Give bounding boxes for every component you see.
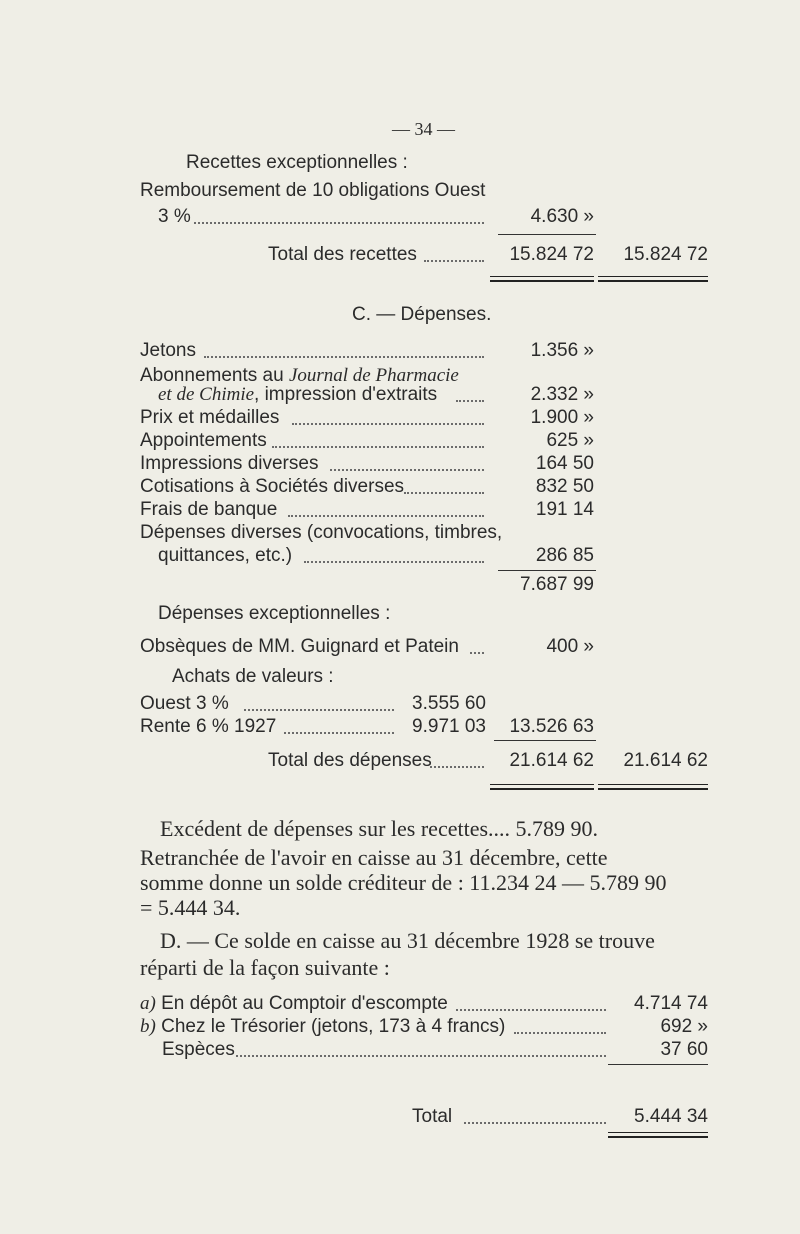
summary-line3: somme donne un solde créditeur de : 11.234 24 — 5.789 90	[140, 870, 667, 895]
expense-label-italic: et de Chimie	[158, 384, 255, 405]
leader-dots	[236, 1055, 606, 1057]
leader-dots	[272, 446, 484, 448]
leader-dots	[464, 1122, 606, 1124]
expense-value: 164 50	[535, 453, 594, 474]
double-rule	[608, 1132, 708, 1138]
leader-dots	[514, 1032, 606, 1034]
funeral-label	[140, 636, 459, 658]
distribution-prefix: b)	[140, 1016, 156, 1037]
receipts-total-label: Total des recettes	[268, 244, 417, 265]
rule	[494, 740, 596, 741]
expense-value: 191 14	[535, 499, 594, 520]
double-rule	[490, 276, 594, 282]
leader-dots	[430, 766, 484, 768]
expense-label-text: , impression d'extraits	[254, 384, 438, 405]
expense-value: 2.332 »	[530, 384, 594, 405]
leader-dots	[424, 260, 484, 262]
expense-value: 1.900 »	[530, 407, 594, 428]
leader-dots	[244, 709, 394, 711]
expenses-total-value-right: 21.614 62	[623, 750, 708, 771]
leader-dots	[194, 222, 484, 224]
expense-value: 1.356 »	[530, 340, 594, 361]
summary-line2: Retranchée de l'avoir en caisse au 31 décembre, cette	[140, 845, 608, 870]
expense-label: Impressions diverses	[140, 453, 319, 474]
distribution-prefix: a)	[140, 993, 156, 1014]
receipts-total-value: 15.824 72	[509, 244, 594, 265]
purchase-value: 3.555 60	[412, 693, 486, 714]
distribution-row	[140, 1016, 505, 1038]
purchase-label: Ouest 3 %	[140, 693, 229, 714]
funeral-value: 400 »	[546, 636, 594, 657]
double-rule	[598, 276, 708, 282]
rule	[608, 1064, 708, 1065]
double-rule	[598, 784, 708, 790]
receipts-line2-label: 3 %	[158, 206, 191, 227]
distribution-label: Chez le Trésorier (jetons, 173 à 4 francs)	[161, 1016, 506, 1037]
distribution-row	[140, 993, 448, 1015]
purchases-heading: Achats de valeurs :	[172, 666, 334, 687]
expenses-total-label: Total des dépenses	[268, 750, 432, 771]
expense-value: 832 50	[535, 476, 594, 497]
leader-dots	[204, 356, 484, 358]
expense-label: Frais de banque	[140, 499, 278, 520]
distribution-row	[162, 1039, 235, 1061]
expense-label	[158, 384, 437, 406]
rule	[498, 234, 596, 235]
expense-label: Prix et médailles	[140, 407, 280, 428]
purchase-value: 9.971 03	[412, 716, 486, 737]
distribution-total-label: Total	[412, 1106, 453, 1127]
leader-dots	[292, 423, 484, 425]
expense-label: Dépenses diverses (convocations, timbres,	[140, 522, 503, 543]
purchase-total: 13.526 63	[509, 716, 594, 737]
expense-label-italic: Journal de Pharmacie	[288, 365, 459, 386]
distribution-label: En dépôt au Comptoir d'escompte	[161, 993, 448, 1014]
expense-value: 625 »	[546, 430, 594, 451]
expense-label: Cotisations à Sociétés diverses	[140, 476, 405, 497]
leader-dots	[456, 1009, 606, 1011]
expense-label: Jetons	[140, 340, 196, 361]
leader-dots	[304, 561, 484, 563]
double-rule	[490, 784, 594, 790]
distribution-label: Espèces	[162, 1039, 235, 1060]
leader-dots	[404, 492, 484, 494]
expense-label: quittances, etc.)	[158, 545, 293, 566]
leader-dots	[470, 652, 484, 654]
expenses-total-value: 21.614 62	[509, 750, 594, 771]
leader-dots	[330, 469, 484, 471]
expense-subtotal: 7.687 99	[520, 574, 594, 595]
leader-dots	[284, 732, 394, 734]
section-title: C. — Dépenses.	[352, 304, 492, 325]
expense-label: Appointements	[140, 430, 267, 451]
summary-line4: = 5.444 34.	[140, 895, 241, 920]
receipts-line1: Remboursement de 10 obligations Ouest	[140, 180, 486, 201]
distribution-value: 37 60	[660, 1039, 708, 1060]
distribution-value: 4.714 74	[634, 993, 708, 1014]
distribution-total-value: 5.444 34	[634, 1106, 708, 1127]
exceptional-heading: Dépenses exceptionnelles :	[158, 603, 391, 624]
leader-dots	[456, 400, 484, 402]
d-line2: réparti de la façon suivante :	[140, 955, 390, 980]
expense-label-text: Abonnements au	[140, 365, 284, 386]
distribution-value: 692 »	[660, 1016, 708, 1037]
d-line1: D. — Ce solde en caisse au 31 décembre 1928 se trouve	[160, 928, 655, 953]
funeral-label-text: Obsèques de MM. Guignard et Patein	[140, 636, 459, 657]
receipts-line2-value: 4.630 »	[530, 206, 594, 227]
page-number: — 34 —	[392, 119, 455, 139]
leader-dots	[288, 515, 484, 517]
summary-line1: Excédent de dépenses sur les recettes.... 5.789 90.	[160, 816, 599, 841]
receipts-heading: Recettes exceptionnelles :	[186, 152, 408, 173]
expense-value: 286 85	[535, 545, 594, 566]
rule	[498, 570, 596, 571]
purchase-label: Rente 6 % 1927	[140, 716, 277, 737]
receipts-total-value-right: 15.824 72	[623, 244, 708, 265]
